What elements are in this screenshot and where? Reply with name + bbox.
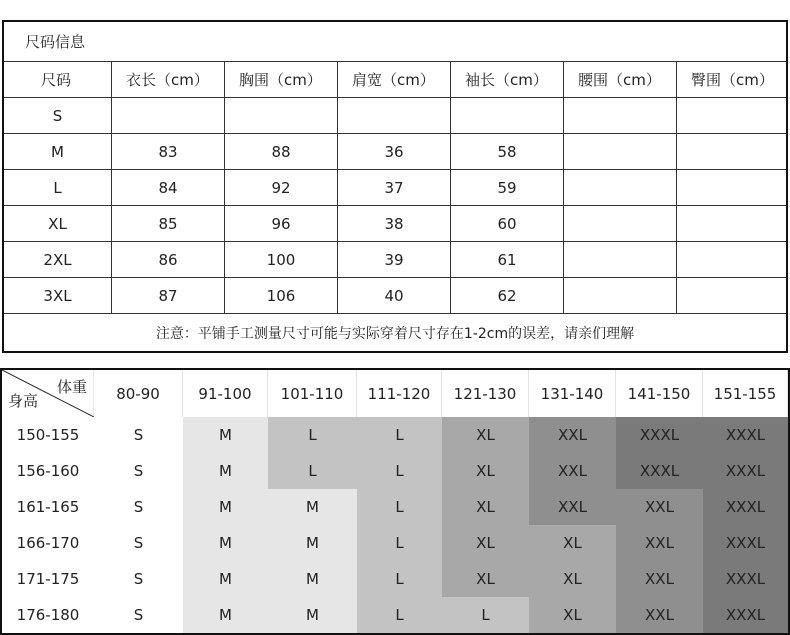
size-info-header: 臀围（cm） [677,62,786,98]
measurement-cell: 37 [338,170,451,206]
recommended-size-cell: M [183,489,268,525]
weight-range-header: 101-110 [268,370,357,417]
weight-range-header: 131-140 [529,370,616,417]
height-range-header: 176-180 [16,606,80,624]
height-range-header: 171-175 [16,570,80,588]
height-range-header: 150-155 [16,426,80,444]
measurement-cell: 61 [451,242,564,278]
measurement-cell [677,242,786,278]
size-recommendation-table [0,368,790,635]
height-range-header: 156-160 [16,462,80,480]
recommended-size-cell: XXXL [616,453,703,489]
measurement-cell: 96 [225,206,338,242]
recommended-size-cell: XXL [616,525,703,561]
recommended-size-cell: L [268,417,357,453]
recommended-size-cell: M [268,597,357,633]
recommended-size-cell: XL [442,417,529,453]
measurement-cell [338,98,451,134]
recommended-size-cell: XL [529,525,616,561]
recommended-size-cell: M [183,417,268,453]
measurement-cell: 86 [112,242,225,278]
recommended-size-cell: XXXL [703,453,788,489]
weight-range-header: 111-120 [357,370,442,417]
weight-label: 体重 [56,378,87,396]
measurement-cell [677,206,786,242]
measurement-cell: 39 [338,242,451,278]
size-info-header: 胸围（cm） [225,62,338,98]
recommended-size-cell: XXXL [616,417,703,453]
measurement-cell: 38 [338,206,451,242]
recommended-size-cell: XL [442,525,529,561]
recommended-size-cell: XXXL [703,417,788,453]
weight-range-header: 151-155 [703,370,788,417]
recommended-size-cell: L [357,597,442,633]
size-info-table [2,20,788,353]
recommended-size-cell: S [94,525,183,561]
recommended-size-cell: L [357,561,442,597]
recommended-size-cell: XXL [529,417,616,453]
measurement-cell [677,278,786,314]
measurement-cell: 59 [451,170,564,206]
recommended-size-cell: XL [529,561,616,597]
recommended-size-cell: M [183,597,268,633]
recommended-size-cell: XXXL [703,525,788,561]
measurement-cell [564,98,677,134]
measurement-cell [677,170,786,206]
size-label-cell: M [4,134,112,170]
weight-range-header: 80-90 [94,370,183,417]
recommended-size-cell: XL [442,453,529,489]
size-label-cell: XL [4,206,112,242]
weight-range-header: 121-130 [442,370,529,417]
recommended-size-cell: M [268,489,357,525]
measurement-cell [564,242,677,278]
size-label-cell: L [4,170,112,206]
measurement-cell [225,98,338,134]
measurement-cell [451,98,564,134]
recommended-size-cell: XXL [529,489,616,525]
recommended-size-cell: L [268,453,357,489]
size-info-header: 腰围（cm） [564,62,677,98]
measurement-cell: 92 [225,170,338,206]
measurement-cell [112,98,225,134]
measurement-cell [677,134,786,170]
recommended-size-cell: M [268,525,357,561]
recommended-size-cell: XL [442,561,529,597]
measurement-note: 注意：平铺手工测量尺寸可能与实际穿着尺寸存在1-2cm的误差，请亲们理解 [155,325,635,342]
weight-range-header: 91-100 [183,370,268,417]
corner-header [2,370,94,417]
measurement-cell: 40 [338,278,451,314]
recommended-size-cell: XXXL [703,561,788,597]
recommended-size-cell: XXXL [703,597,788,633]
recommended-size-cell: S [94,453,183,489]
recommended-size-cell: S [94,561,183,597]
size-info-header: 衣长（cm） [112,62,225,98]
recommended-size-cell: XL [442,489,529,525]
recommended-size-cell: S [94,597,183,633]
height-label: 身高 [8,392,39,410]
recommended-size-cell: XXL [616,597,703,633]
size-info-header: 肩宽（cm） [338,62,451,98]
measurement-cell [564,206,677,242]
measurement-cell: 60 [451,206,564,242]
measurement-cell: 100 [225,242,338,278]
height-range-header: 161-165 [16,498,80,516]
measurement-cell: 58 [451,134,564,170]
measurement-cell [564,134,677,170]
measurement-cell: 83 [112,134,225,170]
measurement-cell: 84 [112,170,225,206]
recommended-size-cell: L [357,417,442,453]
recommended-size-cell: L [357,453,442,489]
recommended-size-cell: L [442,597,529,633]
recommended-size-cell: XXL [616,561,703,597]
recommended-size-cell: S [94,417,183,453]
measurement-cell [564,170,677,206]
recommended-size-cell: XL [529,597,616,633]
measurement-cell: 62 [451,278,564,314]
measurement-cell: 85 [112,206,225,242]
measurement-cell: 87 [112,278,225,314]
recommended-size-cell: L [357,525,442,561]
size-info-title: 尺码信息 [4,22,786,62]
height-range-header: 166-170 [16,534,80,552]
size-label-cell: 3XL [4,278,112,314]
measurement-cell [564,278,677,314]
size-info-grid [4,62,786,314]
recommended-size-cell: M [268,561,357,597]
size-info-header: 尺码 [4,62,112,98]
size-info-header: 袖长（cm） [451,62,564,98]
measurement-cell: 88 [225,134,338,170]
measurement-cell [677,98,786,134]
measurement-cell: 106 [225,278,338,314]
recommended-size-cell: XXXL [703,489,788,525]
recommended-size-cell: M [183,453,268,489]
weight-range-header: 141-150 [616,370,703,417]
size-label-cell: 2XL [4,242,112,278]
recommended-size-cell: XXL [529,453,616,489]
size-label-cell: S [4,98,112,134]
recommendation-grid [2,370,788,633]
recommended-size-cell: L [357,489,442,525]
recommended-size-cell: S [94,489,183,525]
recommended-size-cell: M [183,561,268,597]
recommended-size-cell: XXL [616,489,703,525]
recommended-size-cell: M [183,525,268,561]
measurement-cell: 36 [338,134,451,170]
